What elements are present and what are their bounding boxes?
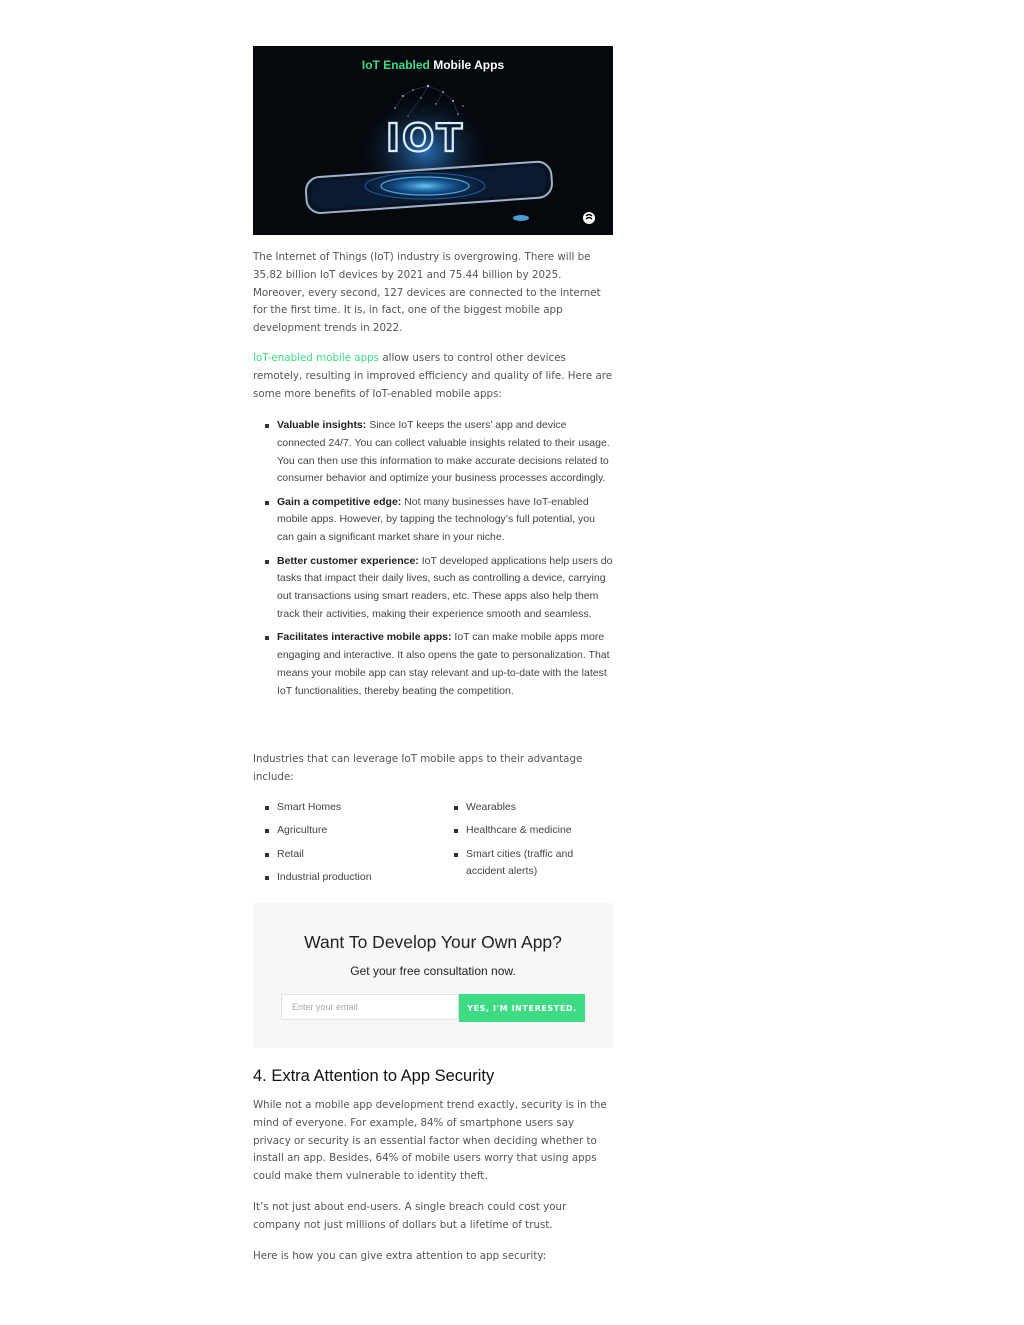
list-item: Facilitates interactive mobile apps: IoT can make mobile apps more engaging and interactive. It also opens the gate to personalization. That means your mobile app can stay relevant and up-to-date with the latest IoT functionalities, thereby beating the competition.	[253, 629, 613, 700]
security-paragraph-3-wrap	[253, 1248, 613, 1266]
list-item: Agriculture	[253, 822, 442, 840]
iot-enabled-apps-link[interactable]: IoT-enabled mobile apps	[253, 352, 380, 364]
list-item: Healthcare & medicine	[442, 822, 607, 840]
list-item: Wearables	[442, 799, 607, 817]
section-heading: 4. Extra Attention to App Security	[253, 1067, 495, 1085]
security-paragraph-2: It’s not just about end-users. A single breach could cost your company not just millions of dollars but a lifetime of trust.	[253, 1201, 567, 1231]
list-item: Valuable insights: Since IoT keeps the users’ app and device connected 24/7. You can collect valuable insights related to their usage. You can then use this information to make accurate decisions related to consumer behavior and optimize your business processes accordingly.	[253, 417, 613, 488]
iot-benefits-intro	[253, 350, 613, 403]
list-item: Gain a competitive edge: Not many businesses have IoT-enabled mobile apps. However, by tapping the technology’s full potential, you can gain a significant market share in your niche.	[253, 494, 613, 547]
iot-text: IOT	[385, 116, 465, 160]
hero-image	[253, 46, 613, 235]
cta-subtitle: Get your free consultation now.	[350, 964, 516, 978]
intro-section	[253, 249, 613, 338]
brand-logo-icon	[583, 212, 595, 224]
industries-list	[253, 799, 613, 892]
intro-paragraph: The Internet of Things (IoT) industry is overgrowing. There will be 35.82 billion IoT devices by 2021 and 75.44 billion by 2025. Moreover, every second, 127 devices are connected to the internet for the first time. It is, in fact, one of the biggest mobile app development trends in 2022.	[253, 251, 601, 335]
list-item: Better customer experience: IoT developed applications help users do tasks that impact their daily lives, such as controlling a device, carrying out transactions using smart readers, etc. These apps also help them track their activities, making their experience smooth and seamless.	[253, 553, 613, 624]
list-item: Smart cities (traffic and accident alerts)	[442, 846, 596, 882]
consultation-cta	[253, 903, 613, 1048]
security-paragraph-3: Here is how you can give extra attention to app security:	[253, 1250, 547, 1262]
security-paragraph-1: While not a mobile app development trend exactly, security is in the mind of everyone. For example, 84% of smartphone users say privacy or security is an essential factor when deciding whether to install an app. Besides, 64% of mobile users worry that using apps could make them vulnerable to identity theft.	[253, 1099, 607, 1183]
industries-intro: Industries that can leverage IoT mobile apps to their advantage include:	[253, 753, 583, 783]
security-section	[253, 1097, 613, 1186]
security-paragraph-2-wrap	[253, 1199, 613, 1235]
cta-title: Want To Develop Your Own App?	[304, 932, 562, 952]
list-item: Industrial production	[253, 869, 442, 887]
interested-button[interactable]: YES, I'M INTERESTED.	[459, 994, 585, 1022]
iot-illustration	[253, 46, 613, 235]
list-item: Retail	[253, 846, 442, 864]
email-field[interactable]	[281, 994, 459, 1020]
list-item: Smart Homes	[253, 799, 442, 817]
hero-title: IoT Enabled Mobile Apps	[361, 58, 505, 72]
intro-benefits-text: allow users to control other devices remotely, resulting in improved efficiency and quality of life. Here are some more benefits of IoT-enabled mobile apps:	[253, 352, 613, 400]
benefits-list	[253, 417, 613, 706]
